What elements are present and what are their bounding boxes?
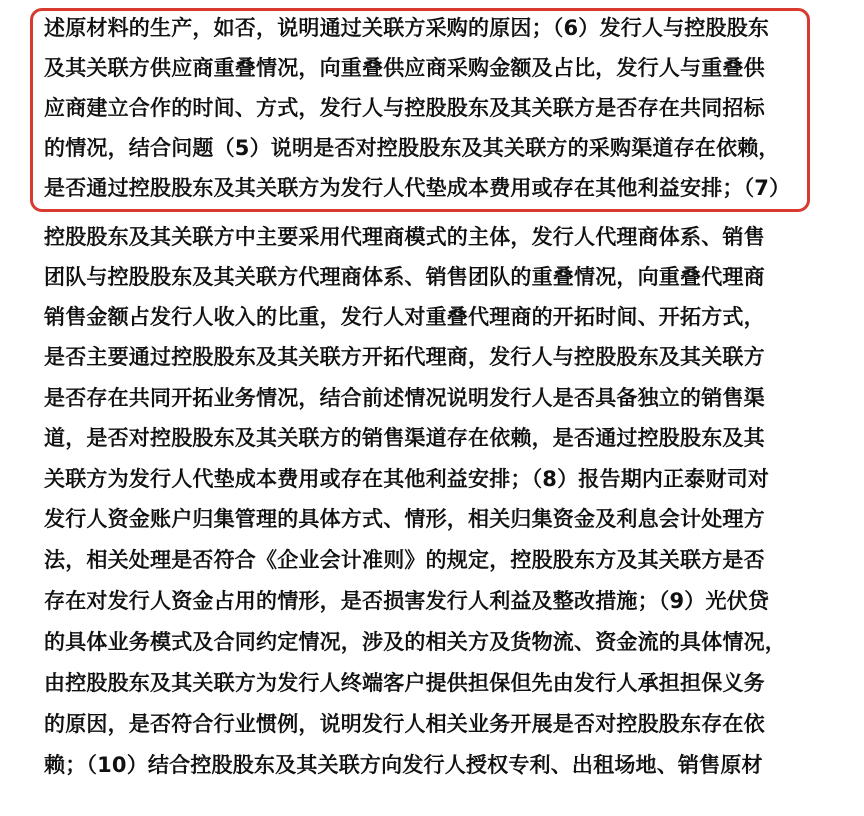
text-line-17: 由控股股东及其关联方为发行人终端客户提供担保但先由发行人承担担保义务 — [44, 671, 765, 695]
text-line-7: 团队与控股股东及其关联方代理商体系、销售团队的重叠情况，向重叠代理商 — [44, 265, 765, 289]
text-line-19: 赖；（10）结合控股股东及其关联方向发行人授权专利、出租场地、销售原材 — [44, 753, 763, 777]
text-line-6: 控股股东及其关联方中主要采用代理商模式的主体，发行人代理商体系、销售 — [44, 225, 765, 249]
text-line-11: 道，是否对控股股东及其关联方的销售渠道存在依赖，是否通过控股股东及其 — [44, 426, 765, 450]
text-line-1: 述原材料的生产，如否，说明通过关联方采购的原因；（6）发行人与控股股东 — [44, 16, 770, 40]
text-line-16: 的具体业务模式及合同约定情况，涉及的相关方及货物流、资金流的具体情况， — [44, 630, 786, 654]
text-line-2: 及其关联方供应商重叠情况，向重叠供应商采购金额及占比，发行人与重叠供 — [44, 56, 765, 80]
text-line-9: 是否主要通过控股股东及其关联方开拓代理商，发行人与控股股东及其关联方 — [44, 345, 765, 369]
text-line-3: 应商建立合作的时间、方式，发行人与控股股东及其关联方是否存在共同招标 — [44, 96, 765, 120]
text-line-5: 是否通过控股股东及其关联方为发行人代垫成本费用或存在其他利益安排；（7） — [44, 176, 791, 200]
text-line-8: 销售金额占发行人收入的比重，发行人对重叠代理商的开拓时间、开拓方式， — [44, 305, 765, 329]
text-line-13: 发行人资金账户归集管理的具体方式、情形，相关归集资金及利息会计处理方 — [44, 507, 765, 531]
text-line-4: 的情况，结合问题（5）说明是否对控股股东及其关联方的采购渠道存在依赖， — [44, 136, 780, 160]
text-line-14: 法，相关处理是否符合《企业会计准则》的规定，控股股东方及其关联方是否 — [44, 548, 765, 572]
text-line-12: 关联方为发行人代垫成本费用或存在其他利益安排；（8）报告期内正泰财司对 — [44, 467, 770, 491]
text-line-15: 存在对发行人资金占用的情形，是否损害发行人利益及整改措施；（9）光伏贷 — [44, 589, 770, 613]
text-line-18: 的原因，是否符合行业惯例，说明发行人相关业务开展是否对控股股东存在依 — [44, 712, 765, 736]
text-line-10: 是否存在共同开拓业务情况，结合前述情况说明发行人是否具备独立的销售渠 — [44, 386, 765, 410]
